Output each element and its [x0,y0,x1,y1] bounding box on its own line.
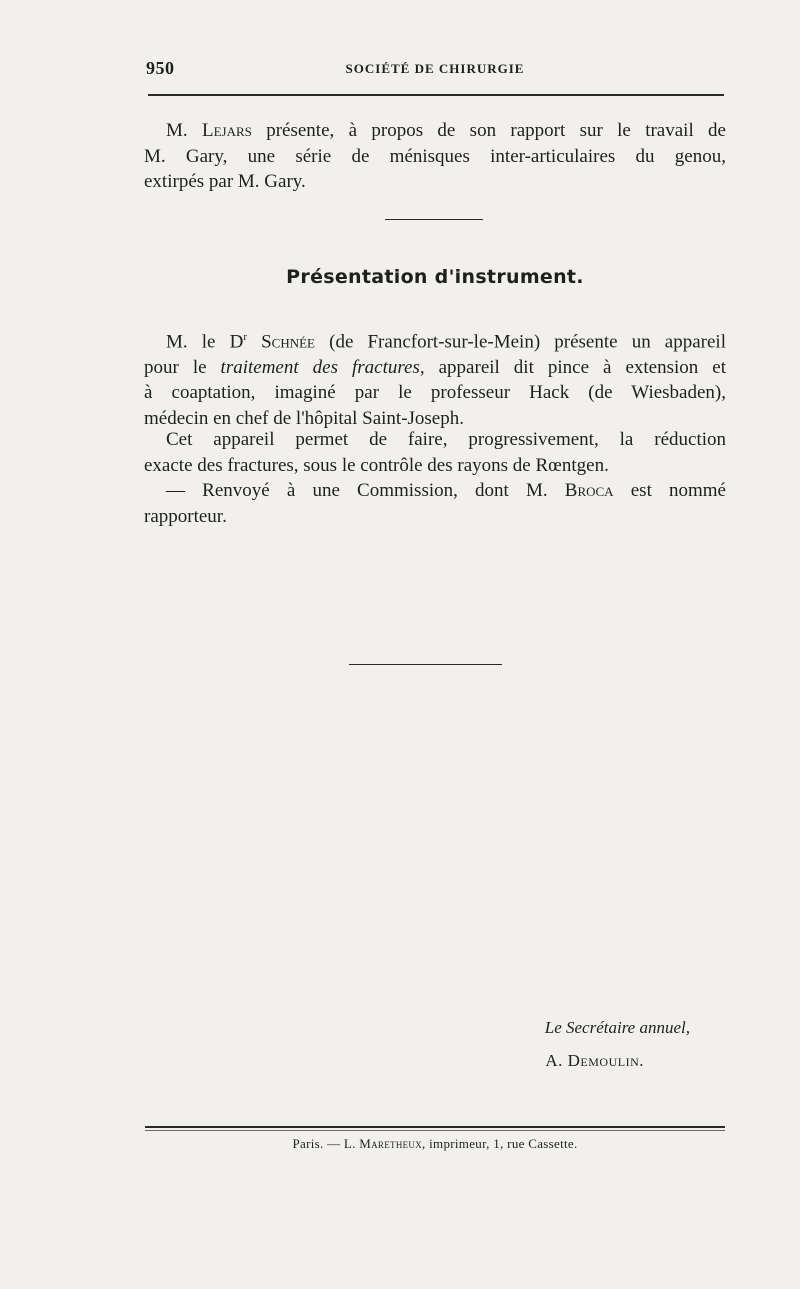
author-name: Broca [564,480,614,501]
text-line: exacte des fractures, sous le contrôle des rayons de Rœntgen. [144,454,609,476]
text-line: M. le $D^r$ Schnée (de Francfort-sur-le-Mein) présente un appareil [166,331,726,353]
signature-role: Le Secrétaire annuel, [544,1018,690,1037]
printer-imprint: Paris. — L. Maretheux, imprimeur, 1, rue Cassette. [292,1136,578,1151]
end-rule [349,664,502,665]
text-line: pour le traitement des fractures, appareil dit pince à extension et [144,356,726,378]
text-line: Cet appareil permet de faire, progressivement, la réduction [166,429,726,450]
paragraph-renvoye [144,478,726,529]
text-line: — Renvoyé à une Commission, dont M. Broca est nommé [166,480,726,501]
header-rule [148,94,724,96]
printer-name: Maretheux [359,1136,423,1151]
page-number: 950 [146,58,175,78]
author-name: Lejars [201,120,252,141]
footer-rule [145,1126,725,1128]
signature-name: A. Demoulin. [545,1051,644,1070]
paragraph-lejars [144,118,726,195]
footer-rule-thin [145,1130,725,1131]
text-line: médecin en chef de l'hôpital Saint-Joseph. [144,407,464,429]
section-title: Présentation d'instrument. [286,266,584,288]
text-line: M. Gary, une série de ménisques inter-articulaires du genou, [144,145,726,167]
separator-rule [385,219,483,220]
paragraph-schnee [144,325,726,431]
author-name: Schnée [246,331,315,353]
text-line: M. Lejars présente, à propos de son rapport sur le travail de [166,120,726,141]
text-line: à coaptation, imaginé par le professeur Hack (de Wiesbaden), [144,382,726,404]
paragraph-appareil [144,427,726,478]
page-header [146,58,724,82]
text-line: extirpés par M. Gary. [144,171,306,192]
italic-phrase: traitement des fractures [220,356,420,378]
running-head: SOCIÉTÉ DE CHIRURGIE [345,61,525,76]
text-line: rapporteur. [144,505,227,527]
